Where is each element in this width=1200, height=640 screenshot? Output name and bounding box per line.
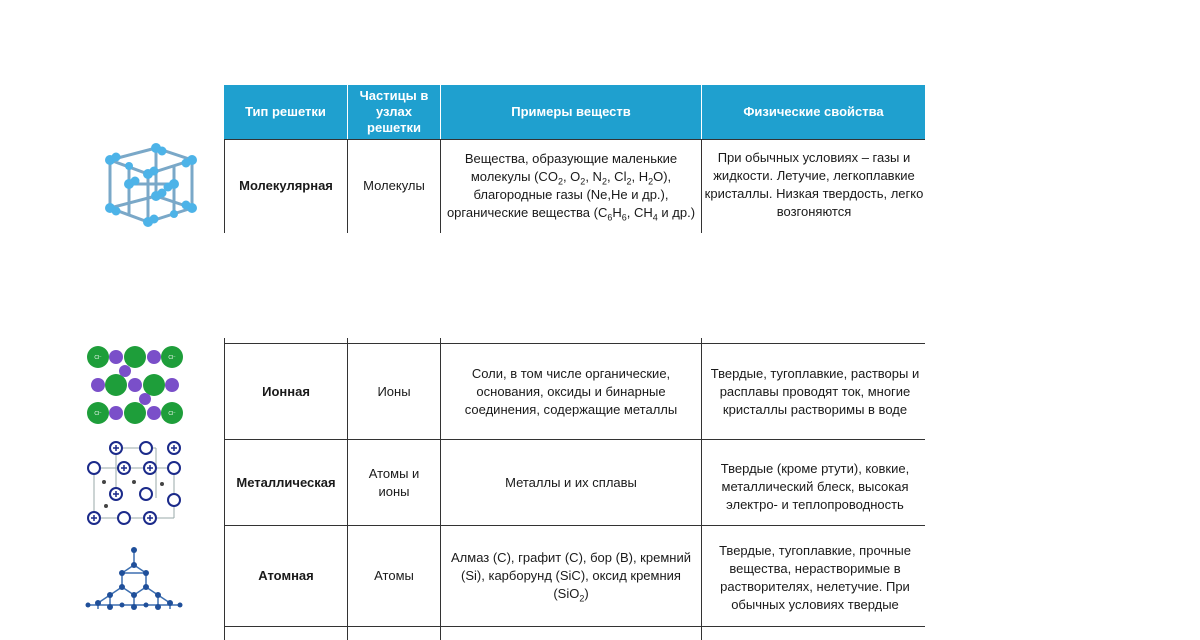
row-ionic-examples-label: Соли, в том числе органические, основания, оксиды и бинарные соединения, содержащие металлы (464, 365, 678, 417)
row-atomic-properties (705, 526, 925, 626)
row-molecular-properties (703, 143, 925, 229)
row-ionic-type-label: Ионная (262, 383, 310, 399)
header-type-label: Тип решетки (245, 104, 326, 119)
row-metallic-type-label: Металлическая (236, 474, 336, 490)
header-particles (348, 85, 440, 139)
atomic-lattice-illustration (84, 545, 184, 615)
grid-line (701, 139, 702, 233)
row-molecular-examples-text: Вещества, образующие маленькие молекулы ($CO_2$, $O_2$, $N_2$, $Cl_2$, $H_2O$), благородные газы (Ne,He и др.), органические вещества ($C_6H_6$, $CH_4$ и др.) (446, 151, 696, 223)
row-ionic-properties (705, 344, 925, 439)
grid-line (224, 626, 925, 627)
svg-text:Cl⁻: Cl⁻ (94, 355, 102, 361)
row-ionic-type (225, 344, 347, 439)
row-ionic-particles (348, 344, 440, 439)
row-metallic-examples-label: Металлы и их сплавы (505, 474, 637, 490)
row-atomic-particles-label: Атомы (374, 568, 414, 583)
row-molecular-type-label: Молекулярная (239, 178, 333, 193)
row-molecular-properties-label: При обычных условиях – газы и жидкости. Летучие, легкоплавкие кристаллы. Низкая твердость, легко возгоняются (704, 150, 924, 219)
row-atomic-type-label: Атомная (258, 568, 314, 583)
metallic-lattice-illustration (86, 440, 186, 526)
header-examples-label: Примеры веществ (511, 104, 631, 119)
row-molecular-examples (441, 143, 701, 229)
row-metallic-properties-label: Твердые (кроме ртути), ковкие, металлический блеск, высокая электро- и теплопроводность (720, 461, 910, 512)
row-atomic-particles (348, 526, 440, 626)
ionic-lattice-illustration (85, 345, 185, 430)
row-molecular-type (225, 140, 347, 232)
row-ionic-particles-label: Ионы (377, 383, 411, 399)
svg-text:Cl⁻: Cl⁻ (94, 411, 102, 417)
svg-text:Cl⁻: Cl⁻ (168, 355, 176, 361)
row-atomic-type (225, 526, 347, 626)
header-properties-label: Физические свойства (743, 104, 884, 119)
header-properties (702, 85, 925, 139)
row-metallic-examples (441, 440, 701, 525)
svg-text:Cl⁻: Cl⁻ (168, 411, 176, 417)
row-atomic-examples-text: Алмаз (С), графит (С), бор (В), кремний (Si), карборунд (SiC), оксид кремния (SiO$_2$) (451, 550, 691, 604)
row-molecular-particles (348, 140, 440, 232)
row-molecular-particles-label: Молекулы (363, 178, 425, 193)
grid-line (701, 338, 702, 640)
row-metallic-particles (356, 440, 432, 525)
row-metallic-type (225, 440, 347, 525)
header-examples (441, 85, 701, 139)
header-particles-label: Частицы в узлах решетки (359, 88, 429, 135)
molecular-lattice-illustration (96, 138, 206, 238)
row-metallic-particles-label: Атомы и ионы (368, 465, 420, 499)
row-atomic-properties-label: Твердые, тугоплавкие, прочные вещества, нерастворимые в растворителях, нелетучие. При обычных условиях твердые (719, 543, 911, 612)
row-metallic-properties (705, 440, 925, 525)
header-type (224, 85, 347, 139)
row-ionic-examples (448, 344, 694, 439)
row-atomic-examples (444, 526, 698, 626)
row-ionic-properties-label: Твердые, тугоплавкие, растворы и расплавы проводят ток, многие кристаллы растворимы в воде (710, 365, 920, 417)
